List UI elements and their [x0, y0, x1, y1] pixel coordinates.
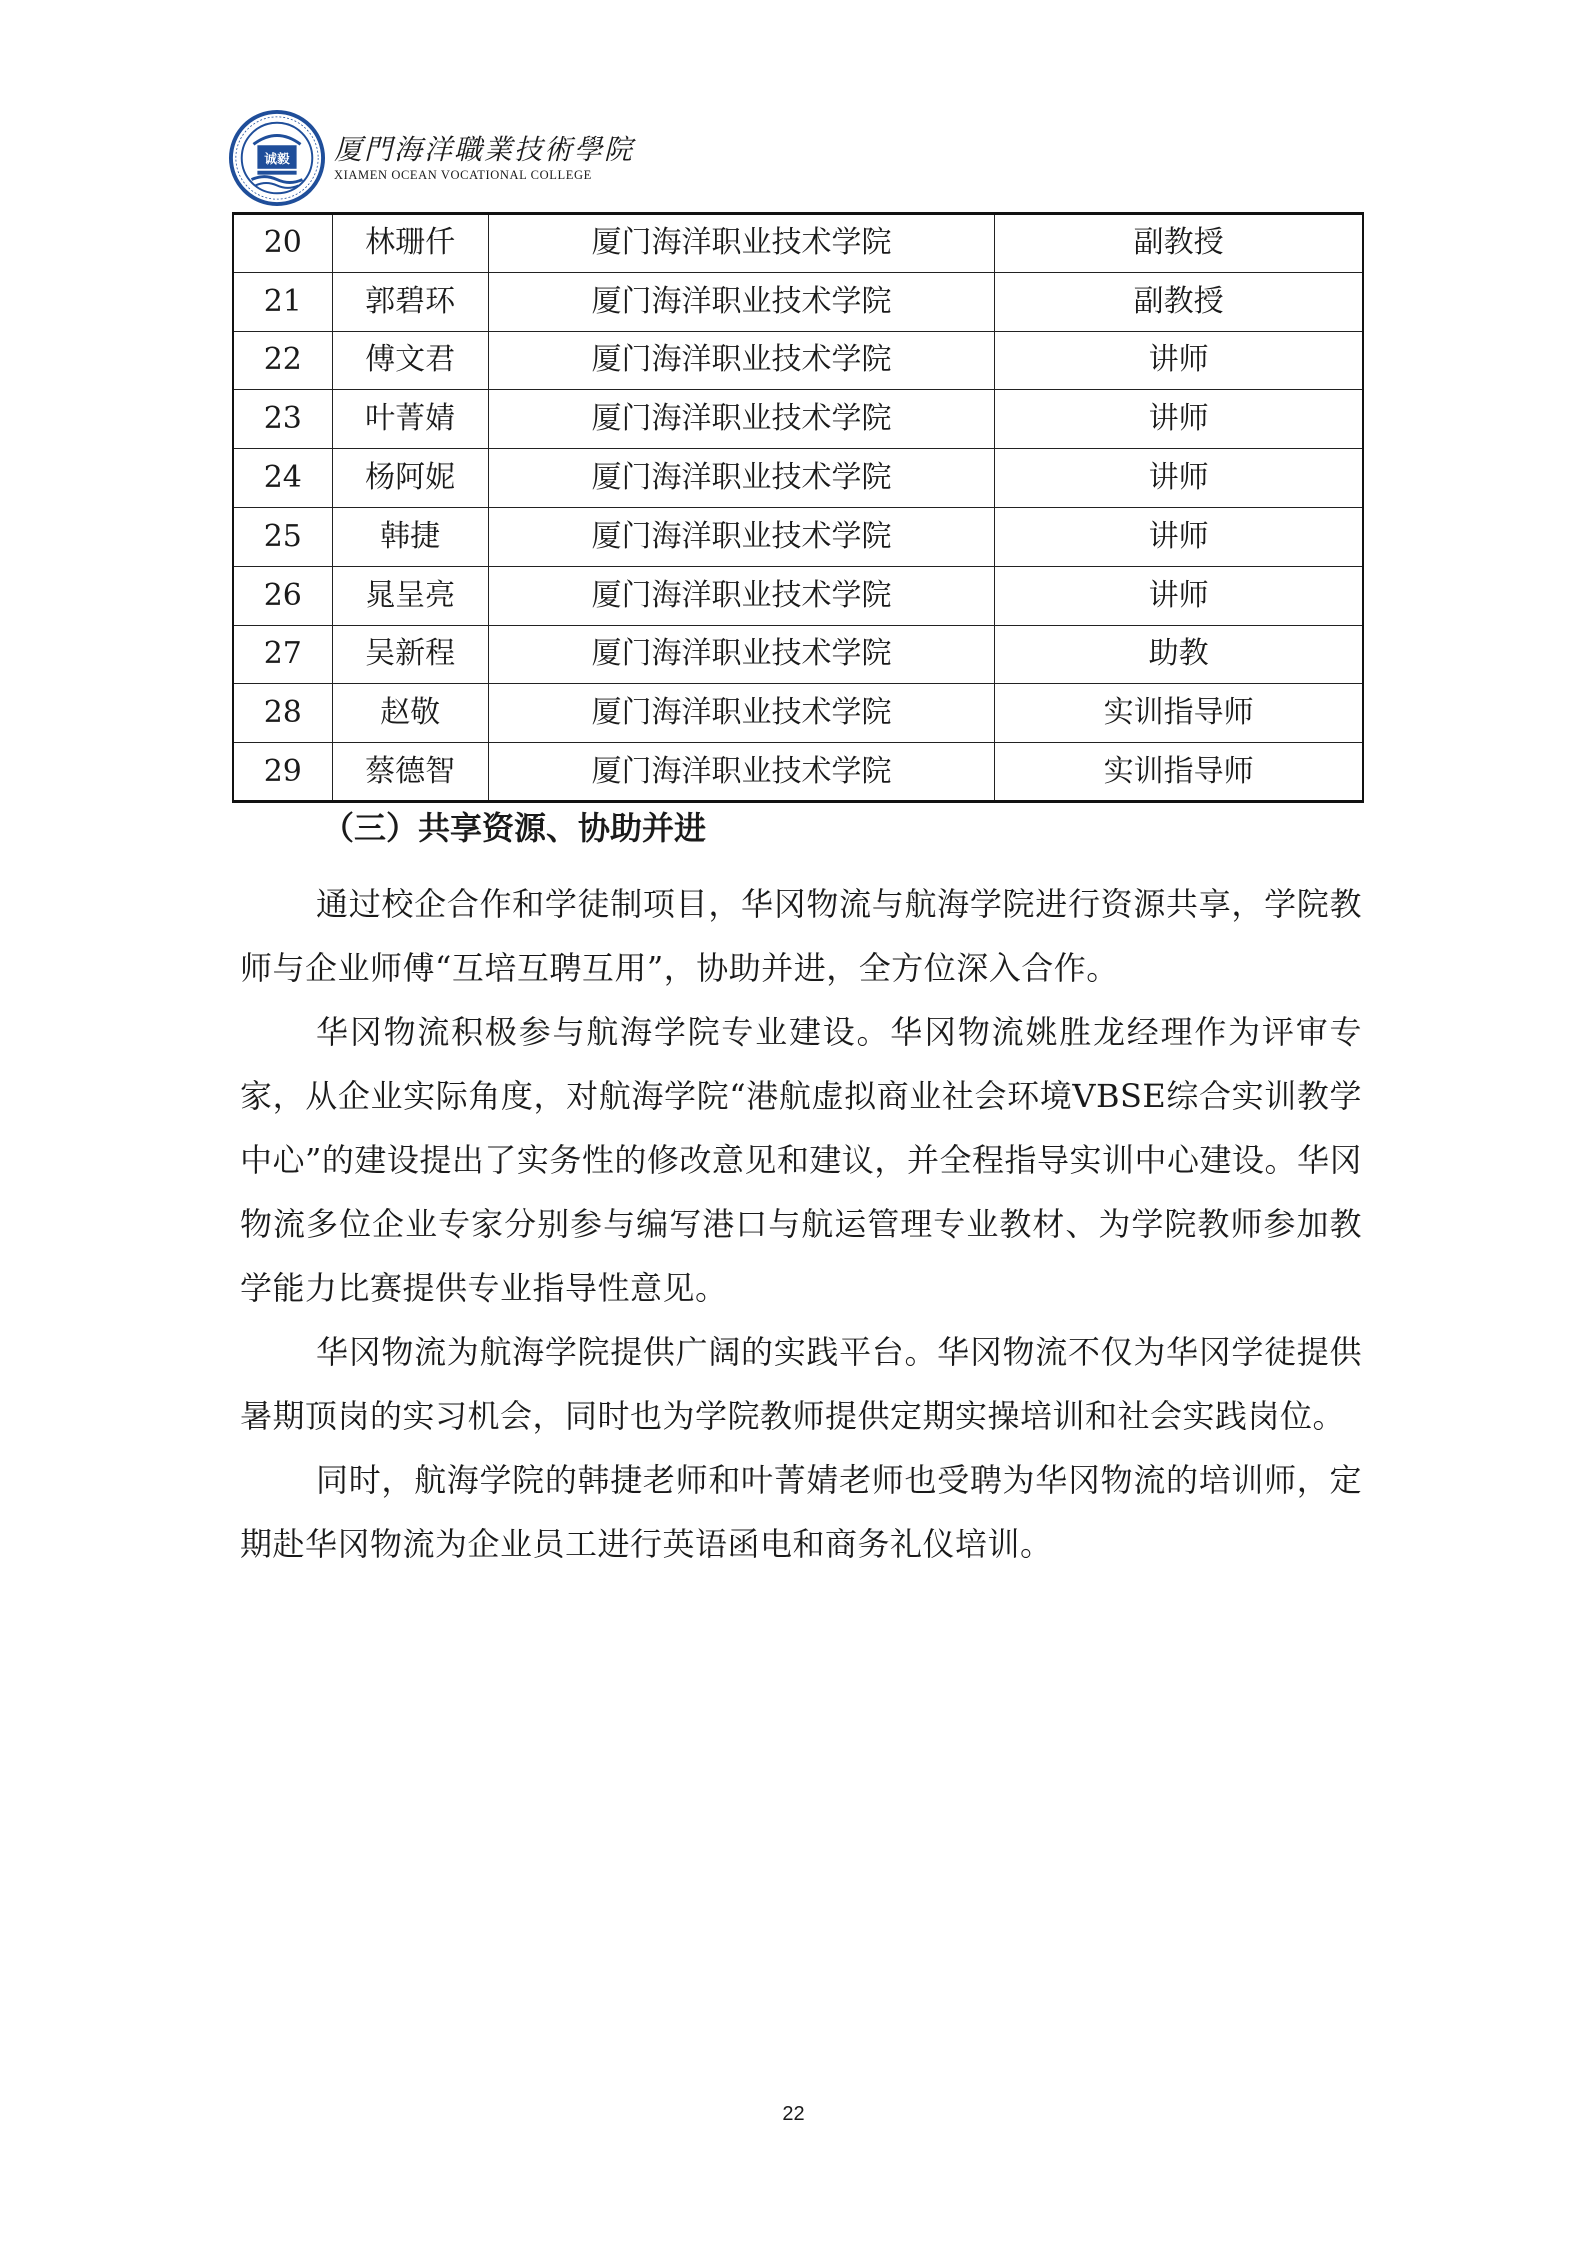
staff-name: 吴新程 — [332, 625, 488, 684]
table-row — [233, 625, 1363, 684]
row-number: 24 — [233, 449, 332, 508]
table-row — [233, 272, 1363, 331]
logo-center-text: 诚毅 — [264, 151, 290, 167]
row-number: 20 — [233, 214, 332, 273]
table-row — [233, 390, 1363, 449]
staff-title: 讲师 — [995, 331, 1363, 390]
staff-unit: 厦门海洋职业技术学院 — [488, 625, 995, 684]
staff-unit: 厦门海洋职业技术学院 — [488, 449, 995, 508]
staff-unit: 厦门海洋职业技术学院 — [488, 743, 995, 802]
paragraph: 通过校企合作和学徒制项目，华冈物流与航海学院进行资源共享，学院教师与企业师傅“互培互聘互用”，协助并进，全方位深入合作。 — [240, 885, 1362, 987]
staff-unit: 厦门海洋职业技术学院 — [488, 390, 995, 449]
page-header — [228, 108, 634, 208]
staff-unit: 厦门海洋职业技术学院 — [488, 566, 995, 625]
section-body — [240, 872, 1362, 1576]
paragraph: 华冈物流为航海学院提供广阔的实践平台。华冈物流不仅为华冈学徒提供暑期顶岗的实习机会，同时也为学院教师提供定期实操培训和社会实践岗位。 — [240, 1333, 1362, 1435]
staff-title: 副教授 — [995, 272, 1363, 331]
staff-unit: 厦门海洋职业技术学院 — [488, 214, 995, 273]
staff-unit: 厦门海洋职业技术学院 — [488, 507, 995, 566]
staff-name: 郭碧环 — [332, 272, 488, 331]
staff-title: 讲师 — [995, 566, 1363, 625]
staff-name: 晁呈亮 — [332, 566, 488, 625]
staff-name: 叶菁婧 — [332, 390, 488, 449]
college-name-en: XIAMEN OCEAN VOCATIONAL COLLEGE — [334, 168, 592, 182]
table-row — [233, 507, 1363, 566]
staff-title: 讲师 — [995, 507, 1363, 566]
paragraph: 华冈物流积极参与航海学院专业建设。华冈物流姚胜龙经理作为评审专家，从企业实际角度，对航海学院“港航虚拟商业社会环境VBSE综合实训教学中心”的建设提出了实务性的修改意见和建议，并全程指导实训中心建设。华冈物流多位企业专家分别参与编写港口与航运管理专业教材、为学院教师参加教学能力比赛提供专业指导性意见。 — [240, 1013, 1362, 1307]
row-number: 29 — [233, 743, 332, 802]
college-name-cn: 厦門海洋職業技術學院 — [334, 133, 635, 166]
paragraph: 同时，航海学院的韩捷老师和叶菁婧老师也受聘为华冈物流的培训师，定期赴华冈物流为企业员工进行英语函电和商务礼仪培训。 — [240, 1461, 1362, 1563]
row-number: 25 — [233, 507, 332, 566]
staff-title: 讲师 — [995, 449, 1363, 508]
staff-title: 助教 — [995, 625, 1363, 684]
college-seal-logo — [228, 109, 326, 207]
staff-title: 讲师 — [995, 390, 1363, 449]
staff-name: 赵敬 — [332, 684, 488, 743]
table-row — [233, 743, 1363, 802]
table-row — [233, 331, 1363, 390]
staff-title: 实训指导师 — [995, 684, 1363, 743]
row-number: 28 — [233, 684, 332, 743]
staff-table — [232, 212, 1364, 803]
staff-name: 傅文君 — [332, 331, 488, 390]
table-row — [233, 214, 1363, 273]
staff-unit: 厦门海洋职业技术学院 — [488, 684, 995, 743]
staff-name: 杨阿妮 — [332, 449, 488, 508]
college-name-block — [334, 133, 634, 183]
staff-title: 实训指导师 — [995, 743, 1363, 802]
row-number: 21 — [233, 272, 332, 331]
row-number: 23 — [233, 390, 332, 449]
table-row — [233, 684, 1363, 743]
page-number: 22 — [782, 2103, 805, 2125]
row-number: 22 — [233, 331, 332, 390]
staff-name: 林珊仟 — [332, 214, 488, 273]
row-number: 26 — [233, 566, 332, 625]
staff-unit: 厦门海洋职业技术学院 — [488, 331, 995, 390]
staff-table-body — [233, 214, 1363, 802]
staff-title: 副教授 — [995, 214, 1363, 273]
table-row — [233, 449, 1363, 508]
staff-name: 蔡德智 — [332, 743, 488, 802]
staff-unit: 厦门海洋职业技术学院 — [488, 272, 995, 331]
row-number: 27 — [233, 625, 332, 684]
section-heading: （三）共享资源、协助并进 — [322, 809, 707, 847]
staff-name: 韩捷 — [332, 507, 488, 566]
table-row — [233, 566, 1363, 625]
